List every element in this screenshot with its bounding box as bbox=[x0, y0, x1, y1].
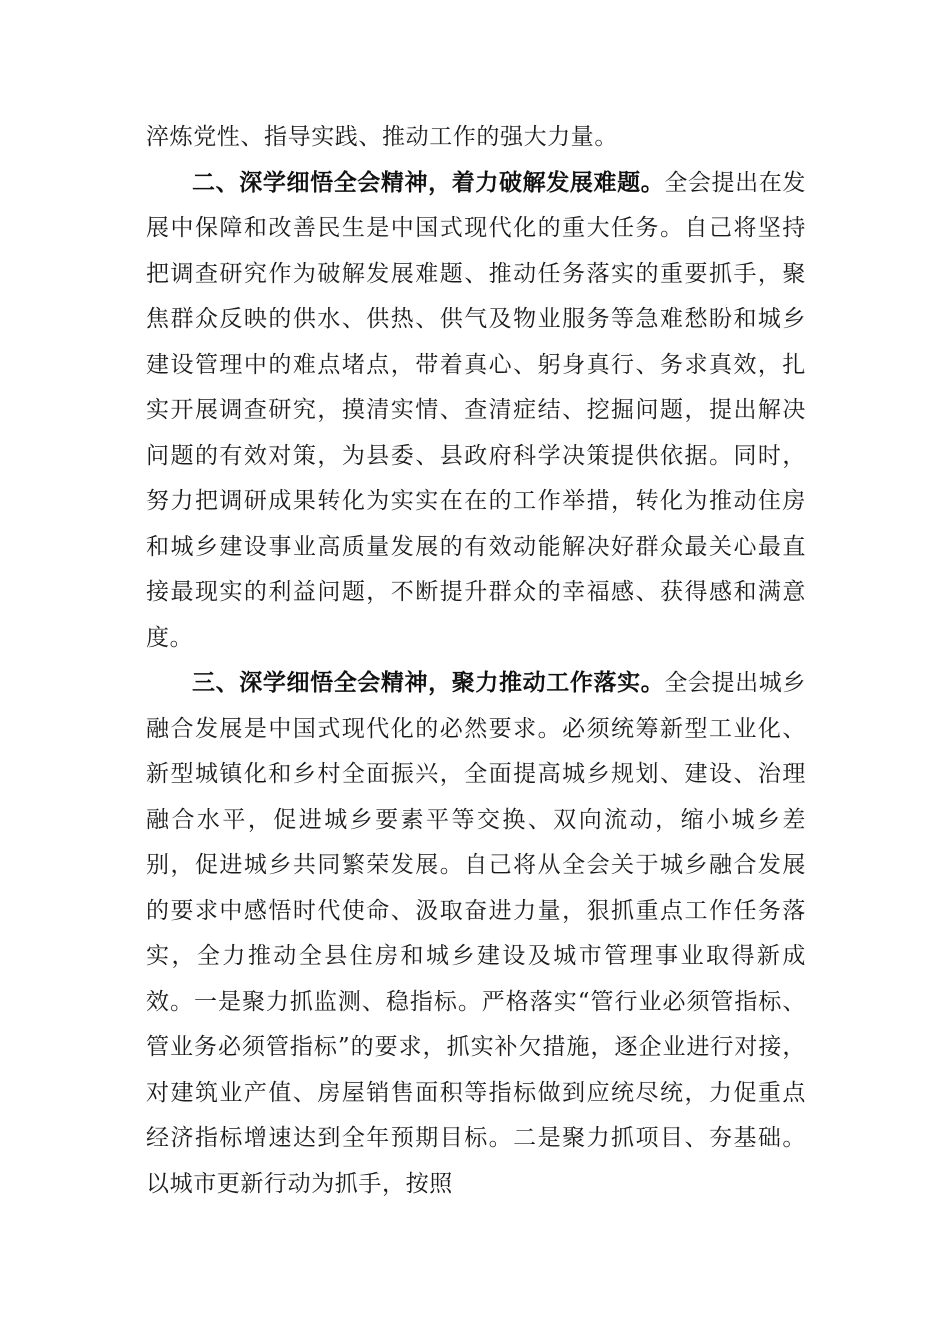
document-body bbox=[146, 115, 806, 1207]
section-2-body: 全会提出在发展中保障和改善民生是中国式现代化的重大任务。自己将坚持把调查研究作为破解发展难题、推动任务落实的重要抓手，聚焦群众反映的供水、供热、供气及物业服务等急难愁盼和城乡建设管理中的难点堵点，带着真心、躬身真行、务求真效，扎实开展调查研究，摸清实情、查清症结、挖掘问题，提出解决问题的有效对策，为县委、县政府科学决策提供依据。同时，努力把调研成果转化为实实在在的工作举措，转化为推动住房和城乡建设事业高质量发展的有效动能解决好群众最关心最直接最现实的利益问题，不断提升群众的幸福感、获得感和满意度。 bbox=[146, 169, 806, 651]
continuation-paragraph: 淬炼党性、指导实践、推动工作的强大力量。 bbox=[146, 124, 618, 150]
section-3-paragraph bbox=[146, 661, 806, 1207]
section-3-heading: 三、深学细悟全会精神，聚力推动工作落实。 bbox=[192, 670, 665, 696]
section-3-body: 全会提出城乡融合发展是中国式现代化的必然要求。必须统筹新型工业化、新型城镇化和乡村全面振兴，全面提高城乡规划、建设、治理融合水平，促进城乡要素平等交换、双向流动，缩小城乡差别，促进城乡共同繁荣发展。自己将从全会关于城乡融合发展的要求中感悟时代使命、汲取奋进力量，狠抓重点工作任务落实，全力推动全县住房和城乡建设及城市管理事业取得新成效。一是聚力抓监测、稳指标。严格落实“管行业必须管指标、管业务必须管指标”的要求，抓实补欠措施，逐企业进行对接，对建筑业产值、房屋销售面积等指标做到应统尽统，力促重点经济指标增速达到全年预期目标。二是聚力抓项目、夯基础。以城市更新行动为抓手，按照 bbox=[146, 670, 806, 1197]
section-2-paragraph bbox=[146, 161, 806, 662]
section-2-heading: 二、深学细悟全会精神，着力破解发展难题。 bbox=[192, 169, 665, 196]
